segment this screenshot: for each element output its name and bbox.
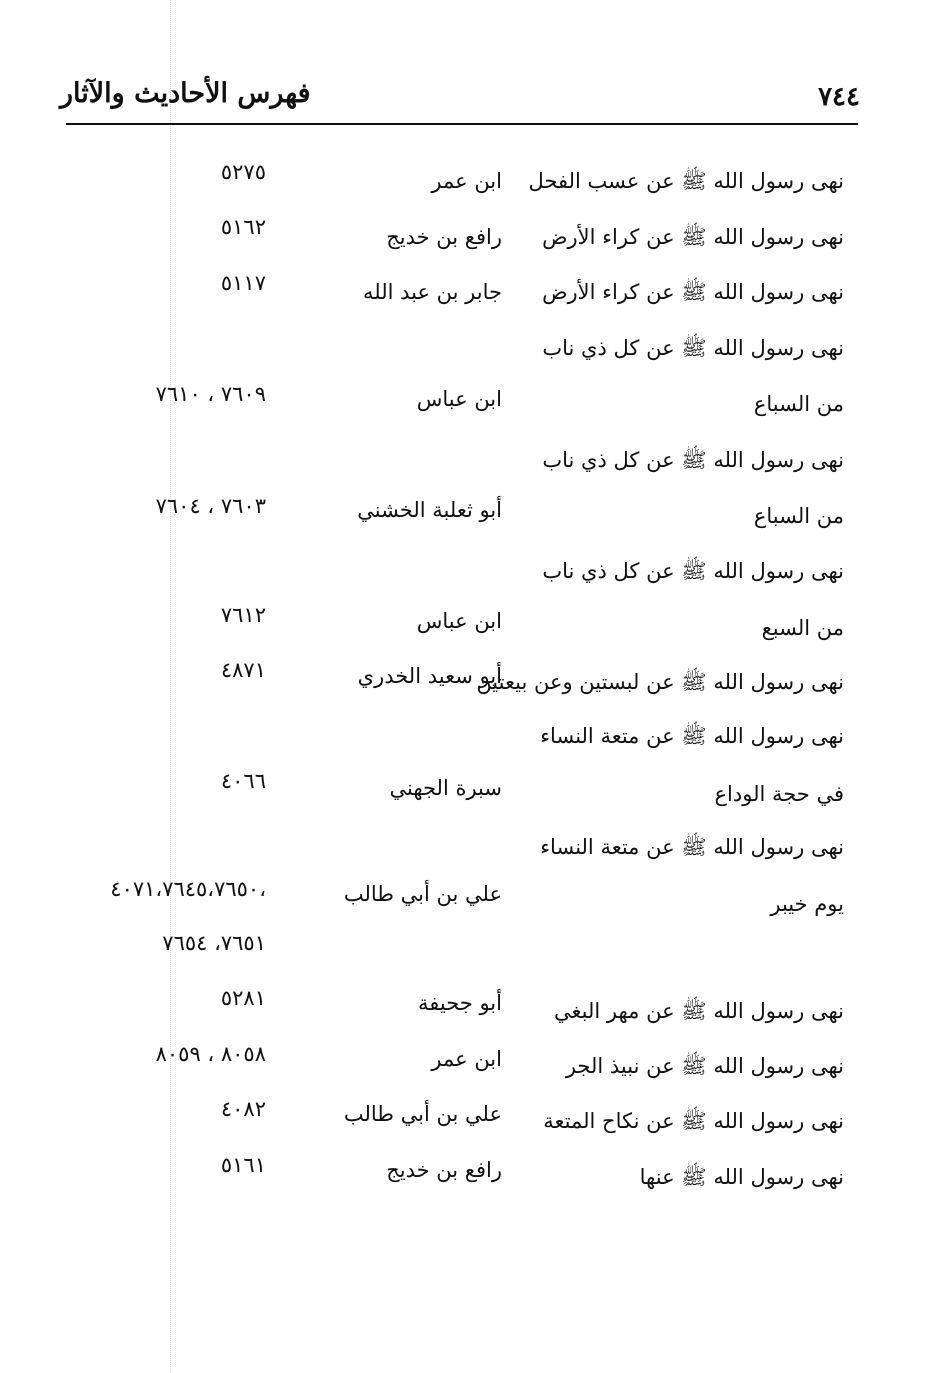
hadith-text: نهى رسول الله ﷺ عنها — [639, 1165, 844, 1189]
narrator: علي بن أبي طالب — [343, 1102, 502, 1126]
reference-numbers: ٥١٦٢ — [220, 215, 266, 239]
reference-numbers: ٥١٦١ — [220, 1153, 266, 1177]
narrator: علي بن أبي طالب — [343, 882, 502, 906]
hadith-text: نهى رسول الله ﷺ عن كراء الأرض — [542, 225, 844, 249]
hadith-text: نهى رسول الله ﷺ عن كل ذي ناب — [542, 559, 844, 583]
narrator: سبرة الجهني — [389, 776, 502, 800]
hadith-text: نهى رسول الله ﷺ عن عسب الفحل — [528, 169, 844, 193]
hadith-text: من السباع — [753, 392, 844, 416]
hadith-text: نهى رسول الله ﷺ عن مهر البغي — [554, 999, 844, 1023]
narrator: ابن عمر — [431, 1047, 502, 1071]
narrator: ابن عباس — [416, 609, 502, 633]
hadith-text: نهى رسول الله ﷺ عن كل ذي ناب — [542, 448, 844, 472]
reference-numbers: ٤٠٦٦ — [220, 769, 266, 793]
hadith-text: نهى رسول الله ﷺ عن لبستين وعن بيعتين — [476, 670, 844, 694]
page-number: ٧٤٤ — [818, 82, 860, 112]
narrator: ابن عمر — [431, 169, 502, 193]
narrator: جابر بن عبد الله — [362, 280, 502, 304]
hadith-text: نهى رسول الله ﷺ عن كراء الأرض — [542, 280, 844, 304]
reference-numbers: ٥٢٧٥ — [220, 160, 266, 184]
narrator: ابن عباس — [416, 387, 502, 411]
hadith-text: نهى رسول الله ﷺ عن متعة النساء — [540, 835, 844, 859]
reference-numbers: ٧٦٠٩ ، ٧٦١٠ — [155, 382, 266, 406]
reference-numbers: ٧٦١٢ — [220, 603, 266, 627]
narrator: أبو ثعلبة الخشني — [357, 498, 502, 522]
hadith-text: نهى رسول الله ﷺ عن متعة النساء — [540, 724, 844, 748]
hadith-text: نهى رسول الله ﷺ عن نبيذ الجر — [565, 1054, 844, 1078]
hadith-text: من السباع — [753, 504, 844, 528]
reference-numbers: ٤٨٧١ — [220, 658, 266, 682]
hadith-text: نهى رسول الله ﷺ عن كل ذي ناب — [542, 336, 844, 360]
hadith-text: من السبع — [761, 616, 844, 640]
running-title: فهرس الأحاديث والآثار — [60, 78, 311, 109]
narrator: رافع بن خديج — [386, 225, 502, 249]
reference-numbers: ٥٢٨١ — [220, 986, 266, 1010]
reference-numbers: ٧٦٠٣ ، ٧٦٠٤ — [155, 494, 266, 518]
narrator: أبو جحيفة — [418, 991, 502, 1015]
narrator: أبو سعيد الخدري — [357, 664, 502, 688]
hadith-text: يوم خيبر — [770, 892, 844, 916]
hadith-text: نهى رسول الله ﷺ عن نكاح المتعة — [543, 1109, 844, 1133]
hadith-text: في حجة الوداع — [714, 782, 844, 806]
reference-numbers: ٨٠٥٨ ، ٨٠٥٩ — [155, 1042, 266, 1066]
reference-numbers: ٥١١٧ — [220, 271, 266, 295]
reference-numbers: ٧٦٥١، ٧٦٥٤ — [162, 931, 266, 955]
narrator: رافع بن خديج — [386, 1158, 502, 1182]
reference-numbers: ٤٠٧١،٧٦٤٥،٧٦٥٠، — [110, 877, 266, 901]
reference-numbers: ٤٠٨٢ — [220, 1097, 266, 1121]
